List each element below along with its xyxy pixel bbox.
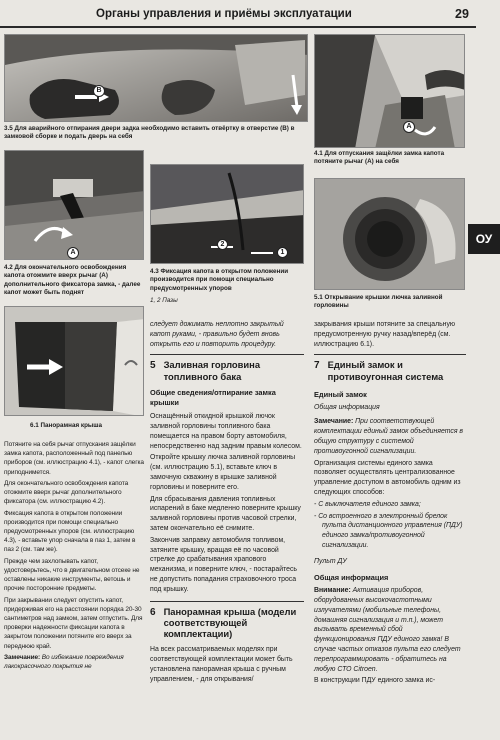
column-1-text <box>4 440 144 671</box>
photo-4-2-secondary-latch <box>4 150 144 260</box>
column-2-text <box>150 320 304 685</box>
section-7-number: 7 <box>314 360 320 372</box>
col3-paragraph: В конструкции ПДУ единого замка ис- <box>314 677 436 685</box>
caption-4-3: 4.3 Фиксация капота в открытом положении производится при помощи специально предусмотренных упоров <box>150 268 289 292</box>
warning-rf-interference: Внимание: Активация приборов, оборудованных высокочастотными излучателями (мобильные телефоны, домашняя сигнализация и т.п.), может вызывать временный сбой функционирования ПДУ единого замка! В случае частых отказов пульта его следует перепрограммировать - обратитесь на любую СТО Citroen. <box>314 587 461 673</box>
bullet-lock-switch: - С выключателя единого замка; <box>314 500 421 508</box>
bullet-remote-control: - Со встроенного в электронный брелок пульта дистанционного управления (ПДУ) единого замка/противоугонной сигнализации. <box>314 512 463 549</box>
page-header-title: Органы управления и приёмы эксплуатации <box>96 8 352 20</box>
section-7-title: Единый замок и противоугонная система <box>327 359 444 382</box>
section-6-heading <box>150 606 304 640</box>
photo-3-5-tailgate-lock <box>4 34 308 122</box>
caption-4-2: 4.2 Для окончательного освобождения капота отожмите вверх рычаг (A) дополнительного фиксатора замка, - далее капот может быть поднят <box>4 264 141 296</box>
photo-4-1-hood-release-lever <box>314 34 465 148</box>
caption-4-3-slots: 1, 2 Пазы <box>150 297 178 304</box>
header-rule <box>0 26 476 28</box>
section-6-number: 6 <box>150 606 156 618</box>
note-alarm-integration: Замечание: При соответствующей комплектации единый замок объединяется в общую структуру с системой противоугонной сигнализации. <box>314 418 464 455</box>
col1-paragraph: Фиксация капота в открытом положении производится при помощи специально предусмотренных упоров (см. иллюстрацию 4.3), - вставьте упор сначала в паз 1, затем в паз 2 (см. там же). <box>4 509 136 554</box>
column-3-text <box>314 320 466 686</box>
col3-paragraph: Организация системы единого замка позволяет осуществлять централизованное управление доступом в автомобиль одним из следующих способов: <box>314 459 461 496</box>
photo-4-3-hood-prop-rod <box>150 164 304 264</box>
callout-2: 2 <box>217 239 228 250</box>
callout-1: 1 <box>277 247 288 258</box>
section-tab-ou: ОУ <box>468 224 500 254</box>
subheading-general-info: Общая информация <box>314 403 380 411</box>
section-7-rule <box>314 354 466 355</box>
callout-a-4-1: A <box>403 121 415 133</box>
col3-intro: закрывания крыши потяните за спецальную предусмотренную ручку назад/вперёд (см. иллюстрацию 6.1). <box>314 321 456 348</box>
section-5-paragraph: Закончив заправку автомобиля топливом, затяните крышку, вращая её по часовой стрелке до срабатывания храпового механизма, и поверните ключ, - постарайтесь не допустить попадания страховочного троса под крышку. <box>150 536 298 593</box>
section-5-rule <box>150 354 304 355</box>
section-6-rule <box>150 601 304 602</box>
subheading-central-lock: Единый замок <box>314 389 367 399</box>
caption-5-1: 5.1 Открывание крышки лючка заливной горловины <box>314 294 443 310</box>
section-5-paragraph: Для сбрасывания давления топливных испарений в баке медленно поверните крышку заливной горловины против часовой стрелки, затем окончательно её снимите. <box>150 495 301 532</box>
page-number: 29 <box>455 7 469 21</box>
section-5-paragraph: Оснащённый откидной крышкой лючок заливной горловины топливного бака помещается на правом борту автомобиля, непосредственно над задним правым колесом. <box>150 413 302 450</box>
callout-a-4-2: A <box>67 247 79 259</box>
section-5-number: 5 <box>150 360 156 372</box>
section-5-heading <box>150 359 304 382</box>
subheading-general-info-2: Общая информация <box>314 572 389 582</box>
col1-paragraph: Прежде чем захлопывать капот, удостоверьтесь, что в двигательном отсеке не оставлены никакие инструменты, ветошь и прочие посторонние предметы. <box>4 557 140 593</box>
section-5-subtitle: Общие сведения/отпирание замка крышки <box>150 387 276 407</box>
col2-intro: следует дожимать неплотно закрытый капот руками, - правильно будет вновь открыть его и повторить процедуру. <box>150 321 284 348</box>
col1-paragraph: При закрывании следует опустить капот, придерживая его на расстоянии порядка 20-30 сантиметров над замком, затем отпустить. Для проверки надежности фиксации капота в закрытом положении потяните его вверх за переднюю край. <box>4 596 143 650</box>
callout-b: B <box>93 85 105 97</box>
caption-6-1: 6.1 Панорамная крыша <box>30 422 103 429</box>
col1-paragraph: Для окончательного освобождения капота отожмите вверх рычаг дополнительного фиксатора (см. иллюстрацию 4.2). <box>4 479 129 506</box>
col1-note: Замечание: Во избежание повреждения лакокрасочного покрытия не <box>4 653 124 671</box>
section-6-title: Панорамная крыша (модели соответствующей комплектации) <box>163 605 297 640</box>
section-7-heading <box>314 359 466 382</box>
section-6-paragraph: На всех рассматриваемых моделях при соответствующей комплектации может быть установлена панорамная крыша с ручным управлением, - для открывания/ <box>150 646 293 683</box>
photo-5-1-fuel-filler-flap <box>314 178 465 290</box>
caption-3-5: 3.5 Для аварийного отпирания двери задка необходимо вставить отвёртку в отверстие (B) в замковой сборке и подать дверь на себя <box>4 125 295 141</box>
subheading-remote: Пульт ДУ <box>314 557 347 565</box>
section-5-paragraph: Откройте крышку лючка заливной горловины (см. иллюстрацию 5.1), вставьте ключ в замочную скважину в крышке заливной горловины и поверните его. <box>150 454 296 491</box>
col1-paragraph: Потяните на себя рычаг отпускания защёлки замка капота, расположенный под панелью приборов (см. иллюстрацию 4.1), - капот слегка приподнимется. <box>4 441 144 476</box>
section-5-title: Заливная горловина топливного бака <box>163 359 261 382</box>
caption-4-1: 4.1 Для отпускания защёлки замка капота потяните рычаг (A) на себя <box>314 150 445 166</box>
photo-6-1-panoramic-roof <box>4 306 144 416</box>
